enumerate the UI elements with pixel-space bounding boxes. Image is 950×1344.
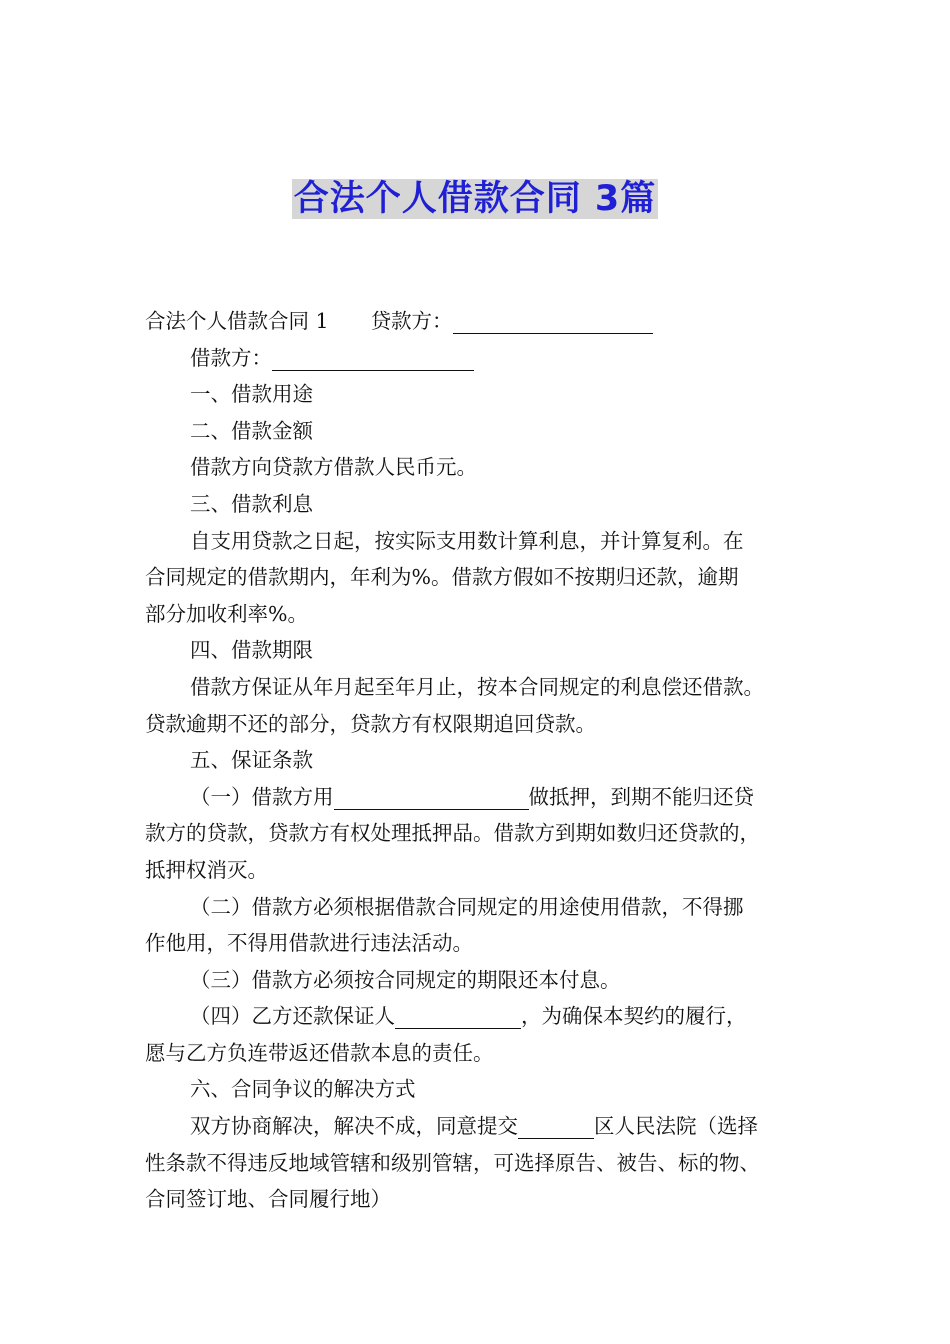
guarantee-4-suffix: ，为确保本契约的履行，	[521, 1004, 747, 1029]
guarantee-1-line-3: 抵押权消灭。	[145, 857, 268, 882]
contract-body	[145, 303, 825, 1218]
guarantee-3-line: （三）借款方必须按合同规定的期限还本付息。	[190, 967, 621, 992]
term-line-2: 贷款逾期不还的部分，贷款方有权限期追回贷款。	[145, 711, 596, 736]
dispute-line-2: 性条款不得违反地域管辖和级别管辖，可选择原告、被告、标的物、	[145, 1150, 760, 1175]
interest-line-1: 自支用贷款之日起，按实际支用数计算利息，并计算复利。在	[190, 528, 744, 553]
section-6-heading: 六、合同争议的解决方式	[190, 1077, 416, 1102]
contract-heading: 合法个人借款合同 1	[145, 309, 329, 333]
guarantee-1-suffix: 做抵押，到期不能归还贷	[528, 784, 754, 809]
dispute-suffix: 区人民法院（选择	[594, 1114, 758, 1139]
contract-heading-line	[145, 303, 825, 340]
guarantee-4-prefix: （四）乙方还款保证人	[190, 1004, 395, 1029]
borrower-label: 借款方：	[190, 345, 272, 370]
section-4-heading: 四、借款期限	[190, 638, 313, 663]
lender-blank	[453, 307, 653, 334]
amount-paragraph: 借款方向贷款方借款人民币元。	[190, 455, 477, 480]
term-line-1: 借款方保证从年月起至年月止，按本合同规定的利息偿还借款。	[190, 674, 764, 699]
section-1-heading: 一、借款用途	[190, 382, 313, 407]
title-text: 合法个人借款合同 3篇	[293, 179, 657, 219]
guarantee-1-line-2: 款方的贷款，贷款方有权处理抵押品。借款方到期如数归还贷款的，	[145, 821, 760, 846]
guarantee-4-line-2: 愿与乙方负连带返还借款本息的责任。	[145, 1040, 494, 1065]
section-2-heading: 二、借款金额	[190, 418, 313, 443]
collateral-blank	[334, 783, 529, 810]
section-3-heading: 三、借款利息	[190, 491, 313, 516]
interest-line-2: 合同规定的借款期内，年利为%。借款方假如不按期归还款，逾期	[145, 565, 739, 590]
guarantee-4-line-1	[145, 998, 825, 1035]
interest-line-3: 部分加收利率%。	[145, 601, 308, 626]
borrower-line	[145, 340, 825, 377]
dispute-line-3: 合同签订地、合同履行地）	[145, 1187, 391, 1212]
guarantee-1-prefix: （一）借款方用	[190, 784, 334, 809]
section-5-heading: 五、保证条款	[190, 748, 313, 773]
borrower-blank	[272, 344, 474, 371]
lender-label: 贷款方：	[370, 309, 453, 333]
guarantee-2-line-2: 作他用，不得用借款进行违法活动。	[145, 931, 473, 956]
dispute-line-1	[145, 1108, 825, 1145]
guarantee-1-line-1	[145, 779, 825, 816]
guarantor-blank	[395, 1002, 521, 1029]
court-blank	[518, 1112, 594, 1139]
guarantee-2-line-1: （二）借款方必须根据借款合同规定的用途使用借款，不得挪	[190, 894, 744, 919]
dispute-prefix: 双方协商解决，解决不成，同意提交	[190, 1114, 518, 1139]
document-title	[0, 174, 950, 224]
